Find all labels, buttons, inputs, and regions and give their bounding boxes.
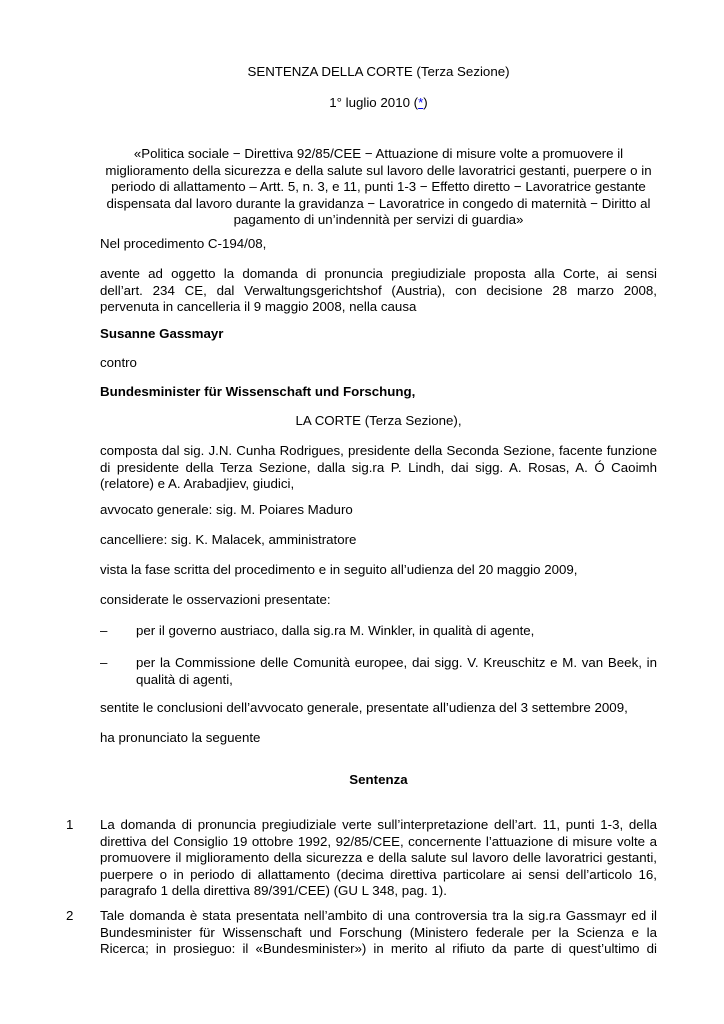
- procedure-note: vista la fase scritta del procedimento e in seguito all’udienza del 20 maggio 2009,: [100, 562, 578, 577]
- paragraph-line: direttiva del Consiglio 19 ottobre 1992, 92/85/CEE, concernente l’attuazione di misure volte a: [100, 833, 657, 849]
- reference-line: avente ad oggetto la domanda di pronuncia pregiudiziale proposta alla Corte, ai sensi: [100, 266, 657, 281]
- advocate-general: avvocato generale: sig. M. Poiares Maduro: [100, 502, 353, 517]
- date-suffix: ): [423, 95, 428, 110]
- list-dash: –: [100, 623, 108, 638]
- subject-summary: [100, 146, 657, 229]
- subject-line: «Politica sociale − Direttiva 92/85/CEE − Attuazione di misure volte a promuovere il: [133, 146, 624, 161]
- paragraph-line: Bundesminister für Wissenschaft und Forschung (Ministero federale per la Scienza e la: [100, 924, 657, 940]
- subject-line: miglioramento della sicurezza e della salute sul lavoro delle lavoratrici gestanti, puerpere o in: [105, 162, 652, 178]
- paragraph-number: 1: [66, 817, 74, 832]
- court-composition: [100, 443, 657, 493]
- footnote-link[interactable]: *: [418, 95, 424, 110]
- paragraph-line: Ricerca; in prosieguo: il «Bundesminister») in merito al rifiuto da parte di quest’ultimo di: [100, 941, 657, 956]
- subject-line: periodo di allattamento – Artt. 5, n. 3, e 11, punti 1-3 − Effetto diretto − Lavoratrice gestante: [111, 179, 646, 194]
- observation-line: per la Commissione delle Comunità europee, dai sigg. V. Kreuschitz e M. van Beek, in: [136, 655, 657, 670]
- subject-line: pagamento di un’indennità per servizi di guardia»: [233, 212, 524, 227]
- court-name: LA CORTE (Terza Sezione),: [295, 413, 462, 428]
- judgment-intro: ha pronunciato la seguente: [100, 730, 261, 745]
- composition-line: di presidente della Terza Sezione, dalla sig.ra P. Lindh, dai sigg. A. Rosas, A. Ó Caoimh: [100, 459, 657, 475]
- reference-line: pervenuta in cancelleria il 9 maggio 2008, nella causa: [100, 299, 417, 314]
- section-heading: Sentenza: [349, 772, 408, 787]
- date-text: 1° luglio 2010 (: [329, 95, 419, 110]
- versus-text: contro: [100, 355, 137, 370]
- observation-item: [136, 655, 657, 688]
- paragraph-body: [100, 817, 657, 900]
- paragraph-line: puerpere o in periodo di allattamento (decima direttiva particolare ai sensi dell’articolo 16,: [100, 866, 657, 882]
- paragraph-line: La domanda di pronuncia pregiudiziale verte sull’interpretazione dell’art. 11, punti 1-3, della: [100, 817, 657, 832]
- reference-line: dell’art. 234 CE, dal Verwaltungsgerichtshof (Austria), con decisione 28 marzo 2008,: [100, 282, 657, 298]
- judgment-date: [100, 95, 657, 112]
- judgment-title: SENTENZA DELLA CORTE (Terza Sezione): [247, 64, 510, 79]
- party-applicant: Susanne Gassmayr: [100, 326, 224, 341]
- observation-item: per il governo austriaco, dalla sig.ra M. Winkler, in qualità di agente,: [136, 623, 535, 638]
- paragraph-line: promuovere il miglioramento della sicurezza e della salute sul lavoro delle lavoratrici gestanti,: [100, 850, 657, 865]
- list-dash: –: [100, 655, 108, 670]
- reference-paragraph: [100, 266, 657, 316]
- observations-intro: considerate le osservazioni presentate:: [100, 592, 331, 607]
- paragraph-line: paragrafo 1 della direttiva 89/391/CEE) (GU L 348, pag. 1).: [100, 883, 447, 898]
- paragraph-body: [100, 908, 657, 958]
- case-number: Nel procedimento C-194/08,: [100, 236, 267, 251]
- registrar: cancelliere: sig. K. Malacek, amministratore: [100, 532, 357, 547]
- composition-line: (relatore) e A. Arabadjiev, giudici,: [100, 476, 295, 491]
- observation-line: qualità di agenti,: [136, 671, 233, 687]
- subject-line: dispensata dal lavoro durante la gravidanza − Lavoratrice in congedo di maternità − Diritto al: [106, 195, 651, 211]
- composition-line: composta dal sig. J.N. Cunha Rodrigues, presidente della Seconda Sezione, facente funzione: [100, 443, 657, 458]
- paragraph-line: Tale domanda è stata presentata nell’ambito di una controversia tra la sig.ra Gassmayr ed il: [100, 908, 657, 923]
- paragraph-number: 2: [66, 908, 74, 923]
- party-defendant: Bundesminister für Wissenschaft und Forschung,: [100, 384, 416, 399]
- conclusions-note: sentite le conclusioni dell’avvocato generale, presentate all’udienza del 3 settembre 2009,: [100, 700, 628, 715]
